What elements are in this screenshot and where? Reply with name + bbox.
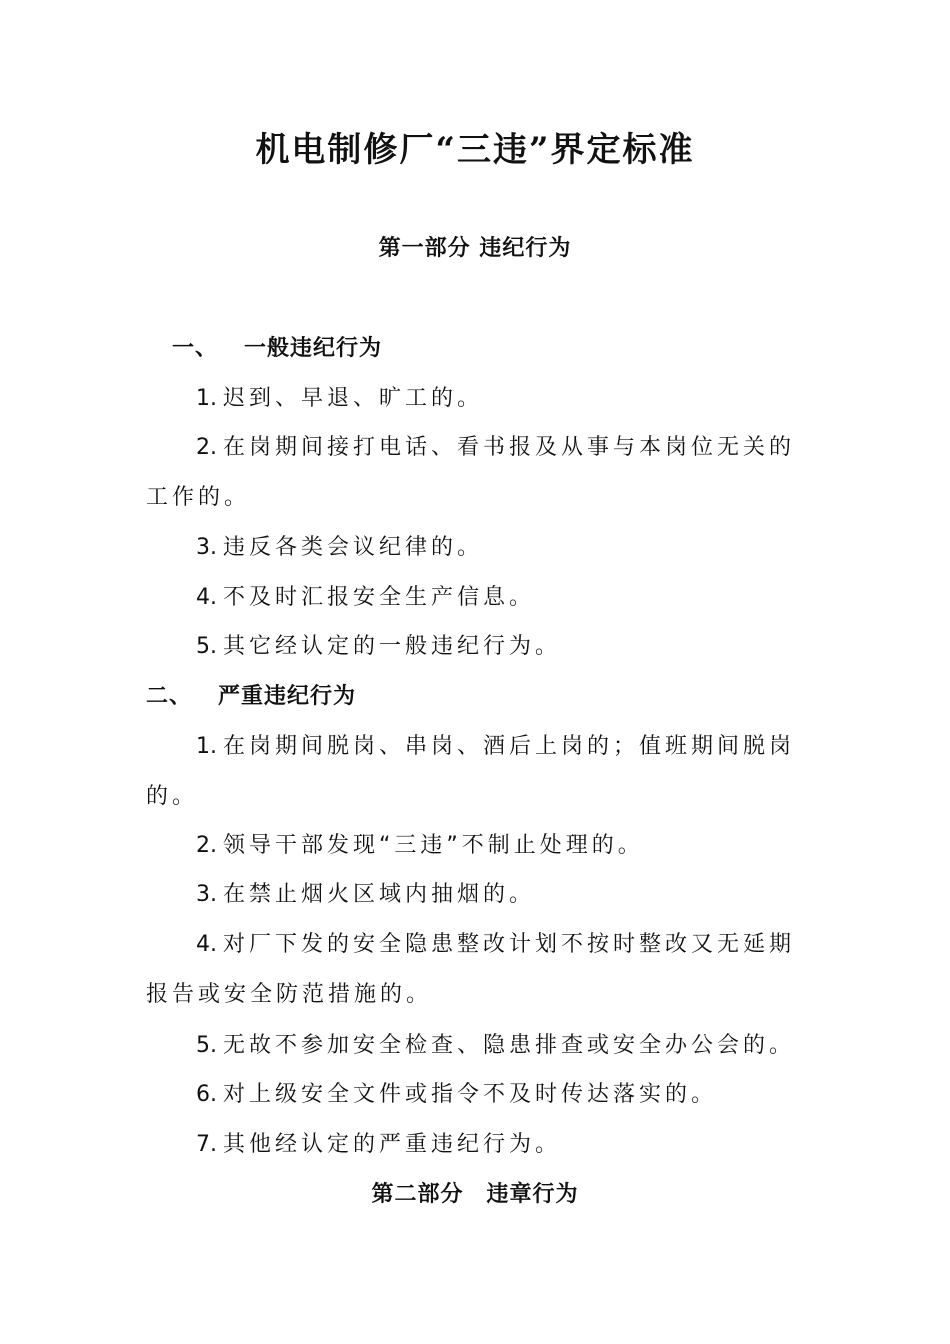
- list-item: [146, 870, 806, 920]
- list-item: [146, 374, 806, 424]
- item-number: 2.: [196, 833, 217, 858]
- list-item: [146, 523, 806, 573]
- section-heading-general: [172, 334, 382, 364]
- list-item: [146, 1070, 806, 1120]
- item-number: 3.: [196, 535, 217, 560]
- document-title: 机电制修厂“三违”界定标准: [255, 130, 695, 170]
- list-item: [146, 573, 806, 623]
- item-text: 对厂下发的安全隐患整改计划不按时整改又无延期报告或安全防范措施的。: [146, 932, 796, 1007]
- list-item: [146, 821, 806, 871]
- list-item: [146, 1021, 806, 1071]
- item-number: 1.: [196, 734, 217, 759]
- item-text: 在禁止烟火区域内抽烟的。: [223, 882, 536, 907]
- item-text: 无故不参加安全检查、隐患排查或安全办公会的。: [223, 1033, 796, 1058]
- item-number: 5.: [196, 1033, 217, 1058]
- section-heading-text: 严重违纪行为: [218, 684, 357, 709]
- item-number: 5.: [196, 634, 217, 659]
- section-number: 一、: [172, 336, 219, 361]
- list-item: [146, 423, 806, 523]
- item-text: 不及时汇报安全生产信息。: [223, 585, 536, 610]
- item-text: 其他经认定的严重违纪行为。: [223, 1132, 562, 1157]
- part-one-title: 第一部分 违纪行为: [378, 236, 572, 261]
- item-number: 4.: [196, 585, 217, 610]
- item-text: 其它经认定的一般违纪行为。: [223, 634, 562, 659]
- part-two-title: 第二部分 违章行为: [371, 1182, 579, 1207]
- item-number: 4.: [196, 932, 217, 957]
- item-text: 在岗期间接打电话、看书报及从事与本岗位无关的工作的。: [146, 435, 796, 510]
- item-number: 3.: [196, 882, 217, 907]
- list-item: [146, 1120, 806, 1170]
- section-number: 二、: [146, 684, 193, 709]
- item-text: 违反各类会议纪律的。: [223, 535, 484, 560]
- item-number: 1.: [196, 386, 217, 411]
- item-text: 领导干部发现“三违”不制止处理的。: [223, 833, 644, 858]
- section-heading-serious: [146, 682, 356, 712]
- item-text: 迟到、早退、旷工的。: [223, 386, 484, 411]
- item-number: 2.: [196, 435, 217, 460]
- section-heading-text: 一般违纪行为: [244, 336, 383, 361]
- item-text: 对上级安全文件或指令不及时传达落实的。: [223, 1082, 718, 1107]
- item-number: 7.: [196, 1132, 217, 1157]
- list-item: [146, 920, 806, 1020]
- list-item: [146, 622, 806, 672]
- list-item: [146, 722, 806, 822]
- item-text: 在岗期间脱岗、串岗、酒后上岗的；值班期间脱岗的。: [146, 734, 796, 809]
- item-number: 6.: [196, 1082, 217, 1107]
